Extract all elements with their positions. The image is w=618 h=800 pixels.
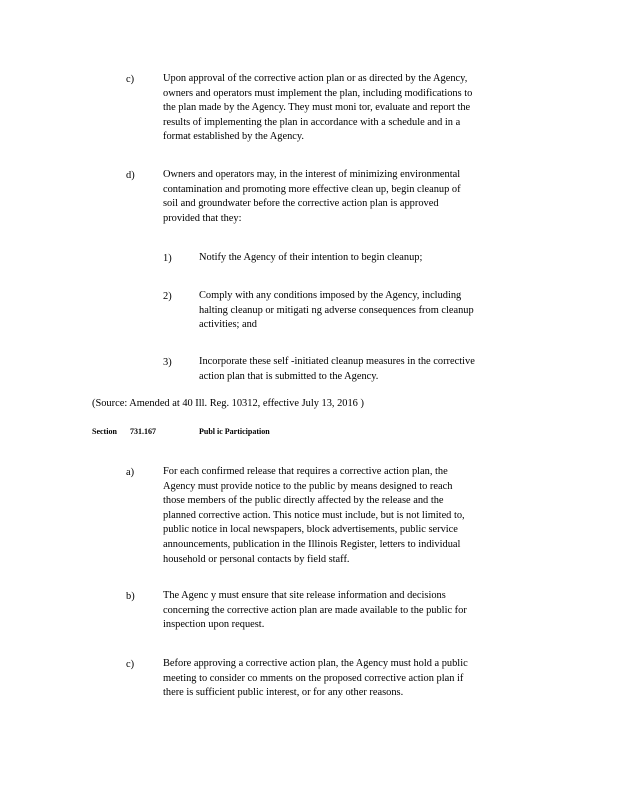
paragraph-a-public-notice bbox=[163, 465, 465, 567]
text-line: Upon approval of the corrective action plan or as directed by the Agency, bbox=[163, 73, 468, 84]
subitem-marker-3: 3) bbox=[163, 357, 172, 368]
text-line: household or personal contacts by field staff. bbox=[163, 553, 350, 565]
text-line: Before approving a corrective action plan, the Agency must hold a public bbox=[163, 658, 468, 669]
section-number: 731.167 bbox=[130, 427, 156, 436]
text-line: Incorporate these self -initiated cleanup measures in the corrective bbox=[199, 356, 475, 367]
paragraph-d-early-cleanup bbox=[163, 168, 461, 226]
section-title: Publ ic Participation bbox=[199, 427, 270, 436]
text-line: action plan that is submitted to the Agency. bbox=[199, 370, 379, 382]
subitem-1-notify bbox=[199, 251, 422, 266]
subitem-3-incorporate bbox=[199, 355, 475, 384]
text-line: announcements, publication in the Illinois Register, letters to individual bbox=[163, 538, 461, 550]
text-line: halting cleanup or mitigati ng adverse consequences from cleanup bbox=[199, 304, 474, 316]
text-line: concerning the corrective action plan are made available to the public for bbox=[163, 604, 467, 616]
text-line: soil and groundwater before the corrective action plan is approved bbox=[163, 198, 439, 210]
text-line: those members of the public directly affected by the release and the bbox=[163, 495, 444, 507]
item-marker-c2: c) bbox=[126, 659, 135, 670]
subitem-2-comply bbox=[199, 289, 474, 333]
item-marker-b: b) bbox=[126, 591, 135, 602]
section-label: Section bbox=[92, 427, 117, 436]
item-marker-a: a) bbox=[126, 467, 135, 478]
paragraph-c-corrective-action bbox=[163, 72, 472, 145]
text-line: The Agenc y must ensure that site release information and decisions bbox=[163, 590, 446, 601]
paragraph-b-availability bbox=[163, 589, 467, 633]
text-line: results of implementing the plan in accordance with a schedule and in a bbox=[163, 116, 461, 128]
subitem-marker-1: 1) bbox=[163, 253, 172, 264]
text-line: contamination and promoting more effective clean up, begin cleanup of bbox=[163, 183, 461, 195]
subitem-marker-2: 2) bbox=[163, 291, 172, 302]
source-note: (Source: Amended at 40 Ill. Reg. 10312, effective July 13, 2016 ) bbox=[92, 398, 364, 409]
text-line: owners and operators must implement the plan, including modifications to bbox=[163, 87, 473, 99]
text-line: planned corrective action. This notice must include, but is not limited to, bbox=[163, 509, 465, 521]
text-line: Comply with any conditions imposed by the Agency, including bbox=[199, 290, 462, 301]
text-line: activities; and bbox=[199, 319, 257, 331]
text-line: Owners and operators may, in the interest of minimizing environmental bbox=[163, 169, 461, 180]
text-line: the plan made by the Agency. They must moni tor, evaluate and report the bbox=[163, 102, 471, 114]
text-line: Agency must provide notice to the public by means designed to reach bbox=[163, 480, 453, 492]
text-line: format established by the Agency. bbox=[163, 131, 305, 143]
text-line: For each confirmed release that requires a corrective action plan, the bbox=[163, 466, 448, 477]
paragraph-c-public-meeting bbox=[163, 657, 468, 701]
text-line: Notify the Agency of their intention to begin cleanup; bbox=[199, 252, 423, 263]
item-marker-c: c) bbox=[126, 74, 135, 85]
item-marker-d: d) bbox=[126, 170, 135, 181]
text-line: provided that they: bbox=[163, 212, 242, 224]
text-line: meeting to consider co mments on the proposed corrective action plan if bbox=[163, 672, 464, 684]
text-line: public notice in local newspapers, block advertisements, public service bbox=[163, 524, 458, 536]
text-line: inspection upon request. bbox=[163, 619, 265, 631]
section-heading bbox=[92, 427, 392, 439]
text-line: there is sufficient public interest, or for any other reasons. bbox=[163, 687, 404, 699]
